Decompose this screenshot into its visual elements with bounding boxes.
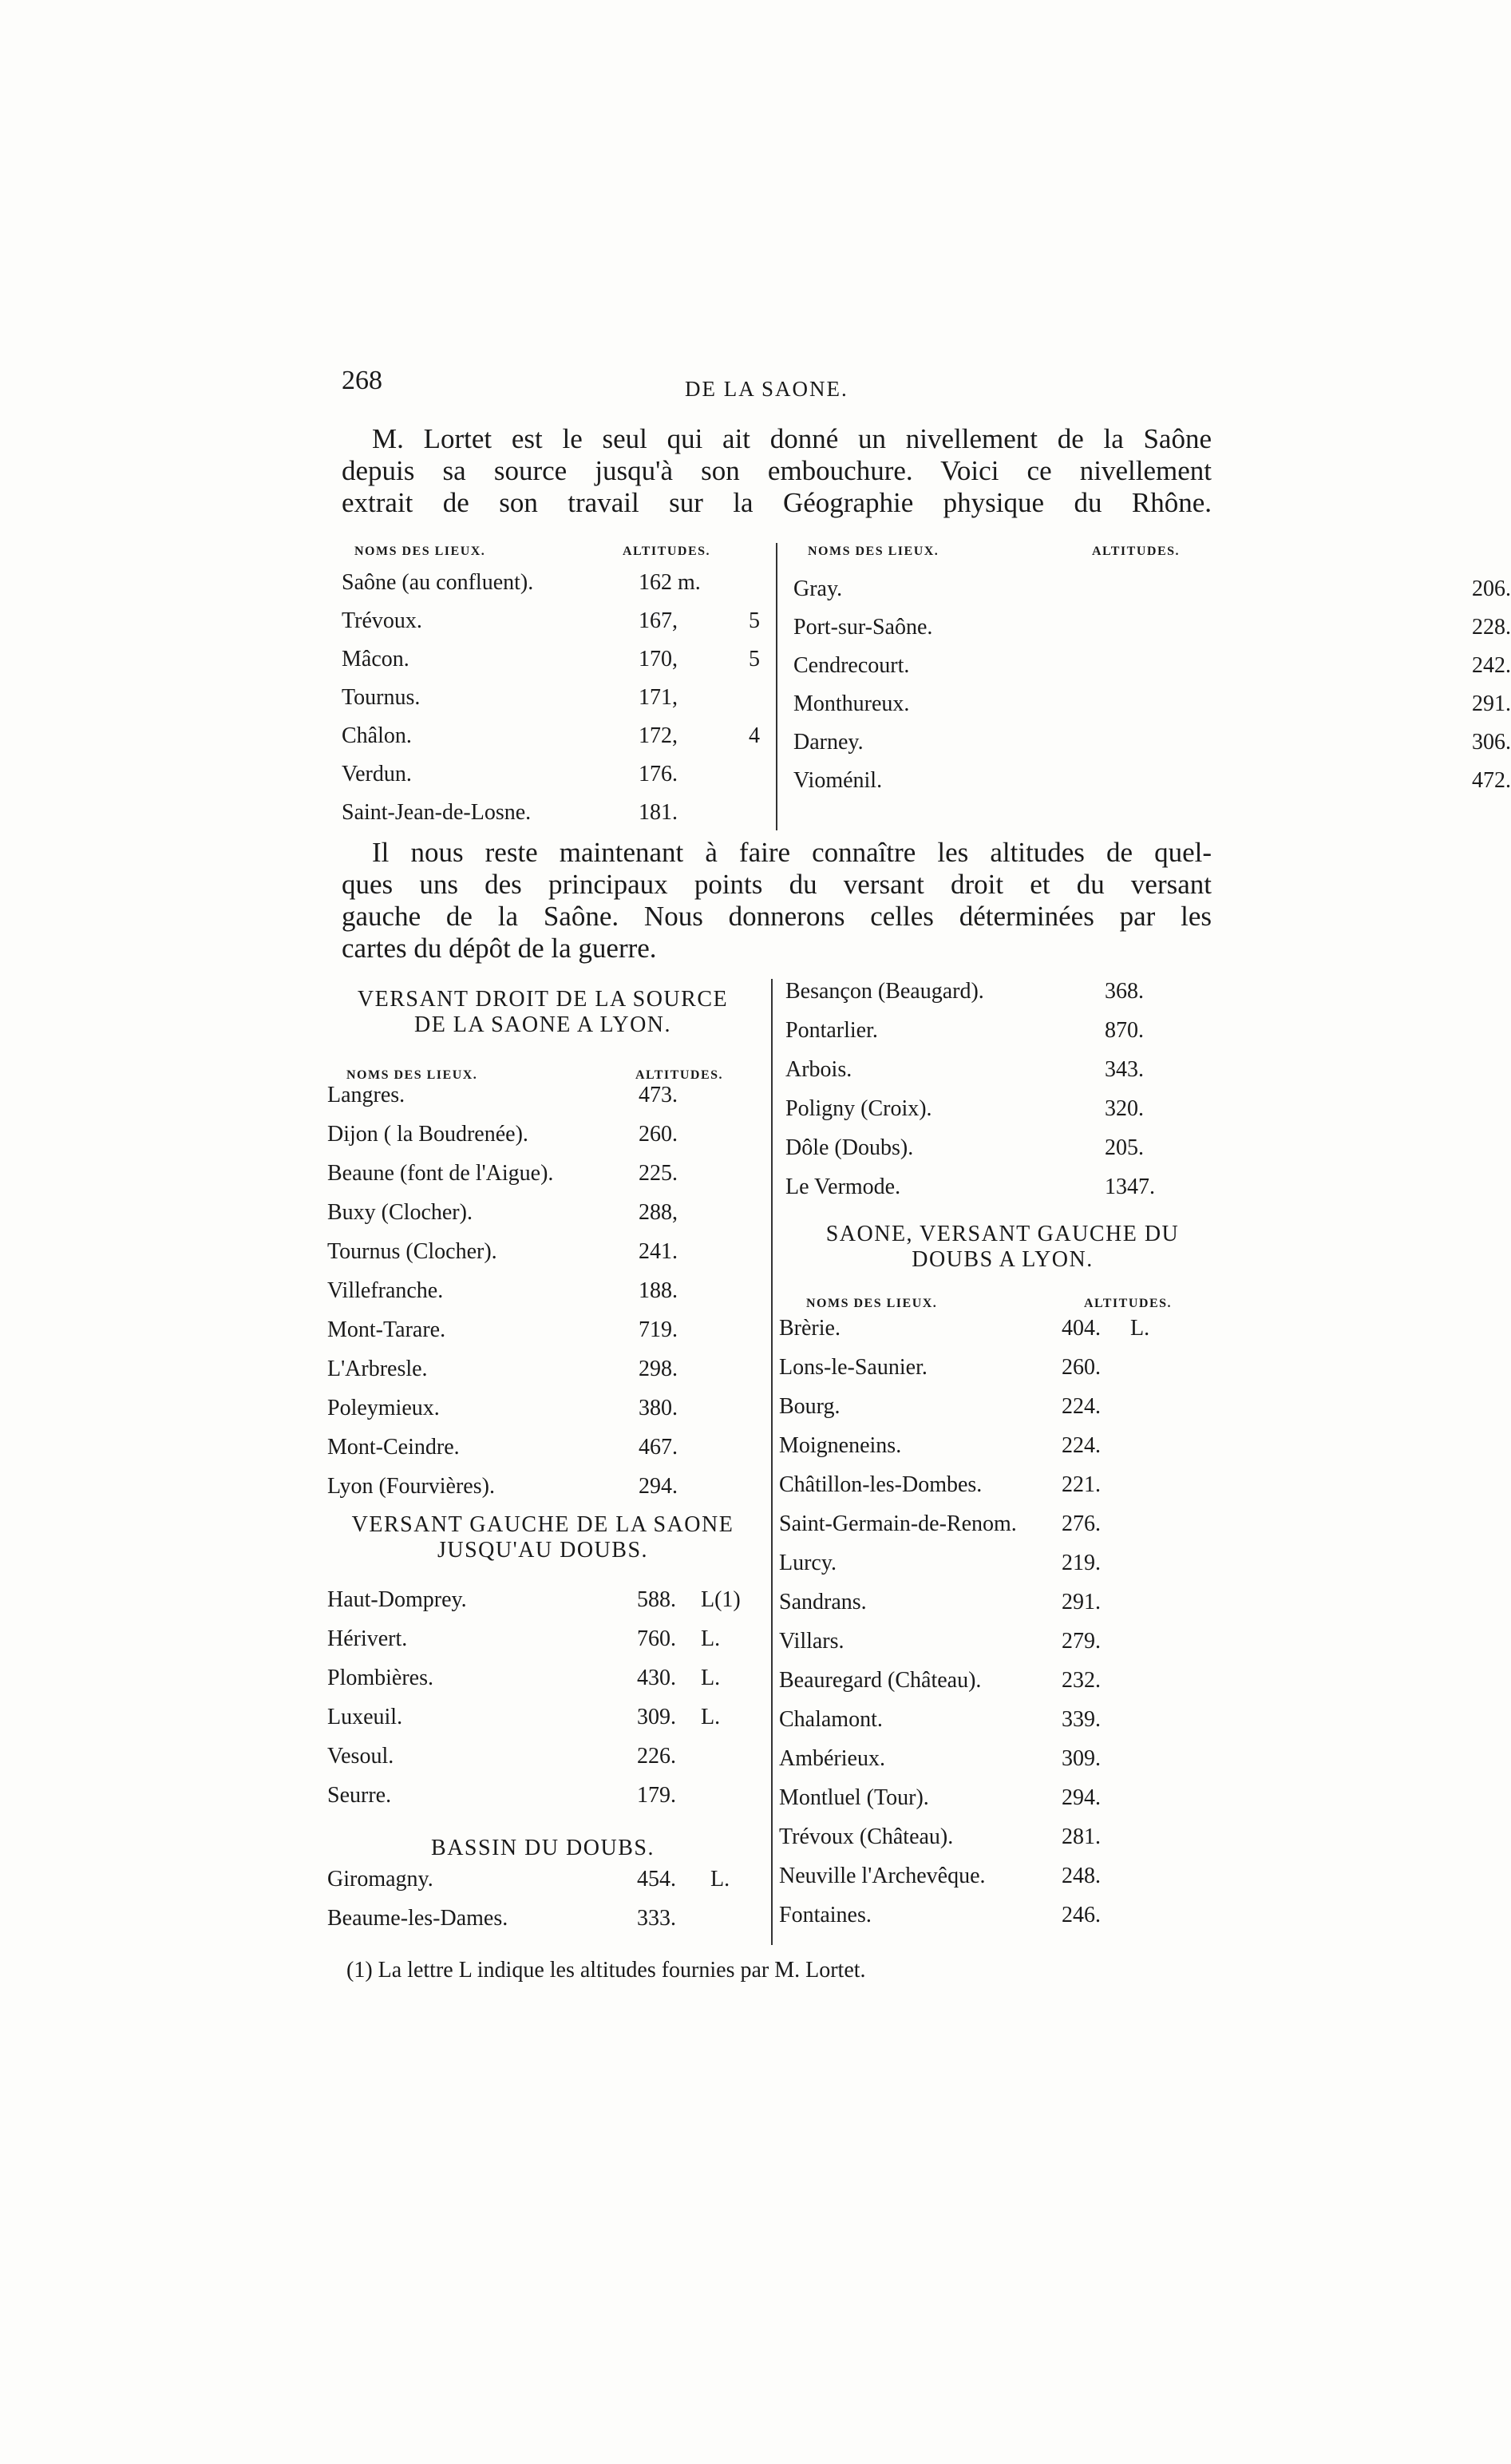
altitude-value: 181.: [639, 800, 678, 825]
place-name: Buxy (Clocher).: [327, 1200, 473, 1225]
altitude-value: 309.: [1062, 1746, 1101, 1771]
paragraph-line: gauche de la Saône. Nous donnerons celles déterminées par les: [342, 901, 1212, 932]
table-row: [785, 1096, 1216, 1135]
table-row: [327, 1396, 758, 1435]
altitude-value: 206.: [1472, 576, 1511, 601]
place-name: Beaume-les-Dames.: [327, 1906, 508, 1931]
altitude-value: 219.: [1062, 1551, 1101, 1575]
table-row: [342, 685, 773, 723]
altitude-value: 224.: [1062, 1433, 1101, 1458]
altitude-note: L.: [701, 1705, 721, 1729]
paragraph-line: Il nous reste maintenant à faire connaître les altitudes de quel-: [372, 837, 1212, 868]
place-name: Poleymieux.: [327, 1396, 440, 1420]
altitude-value: 172,: [639, 723, 678, 748]
place-name: Lons-le-Saunier.: [779, 1355, 928, 1380]
table-row: [327, 1666, 758, 1705]
place-name: Mont-Ceindre.: [327, 1435, 460, 1460]
col-header-altitudes: ALTITUDES.: [635, 1068, 724, 1082]
altitude-value: 719.: [639, 1317, 678, 1342]
altitude-value: 472.: [1472, 768, 1511, 793]
col-header-names: NOMS DES LIEUX.: [808, 545, 939, 558]
column-divider: [776, 543, 777, 830]
altitude-value: 221.: [1062, 1472, 1101, 1497]
altitude-value: 467.: [639, 1435, 678, 1460]
table-row: [342, 647, 773, 685]
place-name: Dijon ( la Boudrenée).: [327, 1122, 528, 1147]
altitude-note: L(1): [701, 1587, 741, 1612]
table-row: [342, 800, 773, 838]
table-row: [793, 691, 1511, 730]
place-name: Hérivert.: [327, 1626, 408, 1651]
place-name: Ambérieux.: [779, 1746, 885, 1771]
table-row: [327, 1317, 758, 1357]
place-name: Pontarlier.: [785, 1018, 878, 1043]
place-name: Poligny (Croix).: [785, 1096, 932, 1121]
section-title-line: JUSQU'AU DOUBS.: [437, 1538, 649, 1563]
altitude-note: L.: [710, 1867, 730, 1892]
place-name: Sandrans.: [779, 1590, 867, 1614]
place-name: Cendrecourt.: [793, 653, 910, 678]
section-title-line: VERSANT GAUCHE DE LA SAONE: [351, 1512, 734, 1537]
altitude-value: 298.: [639, 1357, 678, 1381]
table-row: [342, 570, 773, 608]
place-name: Saint-Jean-de-Losne.: [342, 800, 532, 825]
table-row: [342, 608, 773, 647]
section-title-line: DE LA SAONE A LYON.: [413, 1012, 672, 1037]
col-header-altitudes: ALTITUDES.: [623, 545, 711, 558]
place-name: Neuville l'Archevêque.: [779, 1864, 986, 1888]
table-row: [785, 1018, 1216, 1057]
table-row: [785, 1057, 1216, 1096]
table-row: [327, 1200, 758, 1239]
altitude-value: 339.: [1062, 1707, 1101, 1732]
altitude-value: 588.: [637, 1587, 676, 1612]
place-name: Fontaines.: [779, 1903, 872, 1927]
place-name: Seurre.: [327, 1783, 392, 1808]
table-row: [327, 1587, 758, 1626]
table-row: [327, 1122, 758, 1161]
section-title-versant-gauche: [327, 1512, 758, 1563]
place-name: Gray.: [793, 576, 843, 601]
lortet-table: [342, 543, 1511, 830]
place-name: L'Arbresle.: [327, 1357, 428, 1381]
altitude-note: L.: [701, 1626, 721, 1651]
table-row: [327, 1783, 758, 1822]
altitude-value: 870.: [1105, 1018, 1144, 1043]
altitude-value: 281.: [1062, 1824, 1101, 1849]
table-row: [793, 576, 1511, 615]
table-row: [779, 1394, 1221, 1433]
place-name: Vioménil.: [793, 768, 883, 793]
altitude-value: 171,: [639, 685, 678, 710]
table-row: [779, 1785, 1221, 1824]
table-row: [327, 1161, 758, 1200]
altitude-value: 404.: [1062, 1316, 1101, 1341]
place-name: Villefranche.: [327, 1278, 444, 1303]
table-row: [327, 1278, 758, 1317]
table-row: [779, 1511, 1221, 1551]
col-header-altitudes: ALTITUDES.: [1084, 1297, 1173, 1310]
table-row: [779, 1355, 1221, 1394]
place-name: Beauregard (Château).: [779, 1668, 982, 1693]
altitude-value: 333.: [637, 1906, 676, 1931]
paragraph-line: ques uns des principaux points du versant droit et du versant: [342, 869, 1212, 900]
versants-table: [327, 979, 1221, 1953]
altitude-value: 248.: [1062, 1864, 1101, 1888]
altitude-value: 162 m.: [639, 570, 701, 595]
altitude-value: 188.: [639, 1278, 678, 1303]
section-title-line: VERSANT DROIT DE LA SOURCE: [357, 987, 729, 1012]
table-row: [793, 730, 1511, 768]
altitude-value: 291.: [1062, 1590, 1101, 1614]
paragraph-line: M. Lortet est le seul qui ait donné un nivellement de la Saône: [372, 423, 1212, 454]
col-header-names: NOMS DES LIEUX.: [346, 1068, 478, 1082]
place-name: Dôle (Doubs).: [785, 1135, 914, 1160]
section-title-versant-droit: [327, 987, 758, 1038]
place-name: Besançon (Beaugard).: [785, 979, 984, 1004]
section-title-saone-gauche: [787, 1222, 1218, 1273]
place-name: Moigneneins.: [779, 1433, 902, 1458]
altitude-value: 380.: [639, 1396, 678, 1420]
table-row: [779, 1433, 1221, 1472]
table-row: [779, 1707, 1221, 1746]
place-name: Saint-Germain-de-Renom.: [779, 1511, 1017, 1536]
table-row: [327, 1435, 758, 1474]
altitude-value: 224.: [1062, 1394, 1101, 1419]
altitude-note: 5: [749, 647, 760, 671]
table-row: [327, 1867, 758, 1906]
altitude-value: 454.: [637, 1867, 676, 1892]
col-header-names: NOMS DES LIEUX.: [354, 545, 486, 558]
table-row: [785, 979, 1216, 1018]
table-row: [327, 1906, 758, 1945]
altitude-value: 179.: [637, 1783, 676, 1808]
place-name: Plombières.: [327, 1666, 433, 1690]
place-name: Châtillon-les-Dombes.: [779, 1472, 983, 1497]
second-paragraph: [342, 837, 1212, 965]
altitude-value: 225.: [639, 1161, 678, 1186]
place-name: Arbois.: [785, 1057, 852, 1082]
altitude-note: L.: [1130, 1316, 1150, 1341]
place-name: Monthureux.: [793, 691, 910, 716]
place-name: Darney.: [793, 730, 864, 755]
altitude-value: 226.: [637, 1744, 676, 1769]
altitude-value: 276.: [1062, 1511, 1101, 1536]
page-header: [342, 366, 1212, 407]
altitude-value: 343.: [1105, 1057, 1144, 1082]
table-row: [327, 1626, 758, 1666]
section-title-bassin-doubs: [327, 1836, 758, 1861]
intro-paragraph: [342, 423, 1212, 519]
section-title-line: DOUBS A LYON.: [912, 1247, 1094, 1272]
place-name: Tournus.: [342, 685, 421, 710]
place-name: Mont-Tarare.: [327, 1317, 446, 1342]
table-row: [779, 1746, 1221, 1785]
altitude-note: 5: [749, 608, 760, 633]
altitude-value: 176.: [639, 762, 678, 786]
altitude-value: 260.: [639, 1122, 678, 1147]
altitude-value: 241.: [639, 1239, 678, 1264]
section-title-line: BASSIN DU DOUBS.: [431, 1836, 655, 1860]
place-name: Bourg.: [779, 1394, 841, 1419]
table-row: [327, 1239, 758, 1278]
table-row: [342, 723, 773, 762]
place-name: Montluel (Tour).: [779, 1785, 929, 1810]
altitude-value: 309.: [637, 1705, 676, 1729]
place-name: Brèrie.: [779, 1316, 841, 1341]
altitude-value: 228.: [1472, 615, 1511, 640]
place-name: Verdun.: [342, 762, 412, 786]
altitude-value: 246.: [1062, 1903, 1101, 1927]
altitude-value: 430.: [637, 1666, 676, 1690]
table-row: [779, 1551, 1221, 1590]
footnote: (1) La lettre L indique les altitudes fournies par M. Lortet.: [346, 1958, 866, 1983]
paragraph-line: cartes du dépôt de la guerre.: [342, 933, 657, 964]
altitude-value: 320.: [1105, 1096, 1144, 1121]
table-row: [327, 1474, 758, 1513]
place-name: Luxeuil.: [327, 1705, 403, 1729]
table-row: [779, 1472, 1221, 1511]
table-row: [779, 1824, 1221, 1864]
altitude-value: 279.: [1062, 1629, 1101, 1654]
place-name: Lyon (Fourvières).: [327, 1474, 495, 1499]
table-row: [785, 1175, 1216, 1214]
table-row: [779, 1316, 1221, 1355]
altitude-note: L.: [701, 1666, 721, 1690]
altitude-value: 288,: [639, 1200, 678, 1225]
place-name: Chalamont.: [779, 1707, 883, 1732]
table-row: [327, 1705, 758, 1744]
col-header-altitudes: ALTITUDES.: [1092, 545, 1181, 558]
place-name: Trévoux (Château).: [779, 1824, 954, 1849]
place-name: Vesoul.: [327, 1744, 394, 1769]
place-name: Châlon.: [342, 723, 412, 748]
table-row: [327, 1357, 758, 1396]
place-name: Trévoux.: [342, 608, 422, 633]
col-header-names: NOMS DES LIEUX.: [806, 1297, 938, 1310]
paragraph-line: depuis sa source jusqu'à son embouchure. Voici ce nivellement: [342, 455, 1212, 486]
place-name: Port-sur-Saône.: [793, 615, 933, 640]
table-row: [327, 1744, 758, 1783]
table-row: [779, 1629, 1221, 1668]
table-row: [327, 1083, 758, 1122]
altitude-value: 294.: [639, 1474, 678, 1499]
place-name: Haut-Domprey.: [327, 1587, 467, 1612]
place-name: Mâcon.: [342, 647, 409, 671]
altitude-note: 4: [749, 723, 760, 748]
place-name: Giromagny.: [327, 1867, 433, 1892]
place-name: Le Vermode.: [785, 1175, 901, 1199]
table-row: [779, 1668, 1221, 1707]
place-name: Beaune (font de l'Aigue).: [327, 1161, 554, 1186]
altitude-value: 760.: [637, 1626, 676, 1651]
running-title: DE LA SAONE.: [685, 377, 848, 401]
altitude-value: 242.: [1472, 653, 1511, 678]
page-number: 268: [342, 366, 382, 395]
table-row: [793, 653, 1511, 691]
altitude-value: 1347.: [1105, 1175, 1155, 1199]
table-row: [779, 1903, 1221, 1942]
table-row: [779, 1864, 1221, 1903]
table-row: [779, 1590, 1221, 1629]
altitude-value: 306.: [1472, 730, 1511, 755]
place-name: Tournus (Clocher).: [327, 1239, 497, 1264]
column-divider: [771, 979, 773, 1945]
altitude-value: 291.: [1472, 691, 1511, 716]
place-name: Villars.: [779, 1629, 844, 1654]
altitude-value: 294.: [1062, 1785, 1101, 1810]
altitude-value: 260.: [1062, 1355, 1101, 1380]
section-title-line: SAONE, VERSANT GAUCHE DU: [825, 1222, 1180, 1246]
table-row: [793, 768, 1511, 806]
table-row: [793, 615, 1511, 653]
table-row: [785, 1135, 1216, 1175]
place-name: Lurcy.: [779, 1551, 837, 1575]
place-name: Saône (au confluent).: [342, 570, 534, 595]
altitude-value: 473.: [639, 1083, 678, 1107]
place-name: Langres.: [327, 1083, 405, 1107]
table-row: [342, 762, 773, 800]
paragraph-line: extrait de son travail sur la Géographie physique du Rhône.: [342, 487, 1212, 518]
altitude-value: 170,: [639, 647, 678, 671]
altitude-value: 368.: [1105, 979, 1144, 1004]
altitude-value: 205.: [1105, 1135, 1144, 1160]
altitude-value: 167,: [639, 608, 678, 633]
altitude-value: 232.: [1062, 1668, 1101, 1693]
